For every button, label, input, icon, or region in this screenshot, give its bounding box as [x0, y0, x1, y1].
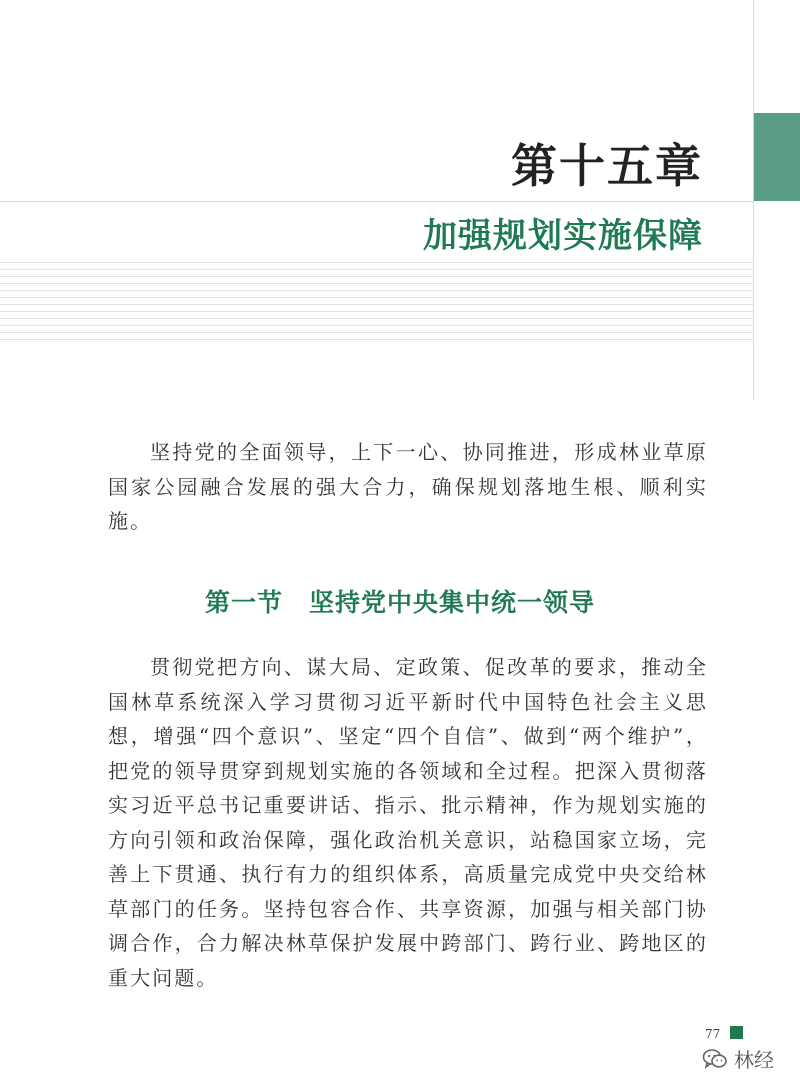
- section-heading: 第一节 坚持党中央集中统一领导: [204, 588, 595, 617]
- intro-paragraph: 坚持党的全面领导，上下一心、协同推进，形成林业草原国家公园融合发展的强大合力，确保规划落地生根、顺利实施。: [108, 440, 708, 533]
- page-number: 77: [705, 1027, 721, 1041]
- title-divider: [0, 201, 754, 202]
- section-body-paragraph: 贯彻党把方向、谋大局、定政策、促改革的要求，推动全国林草系统深入学习贯彻习近平新时代中国特色社会主义思想，增强“四个意识”、坚定“四个自信”、做到“两个维护”，把党的领导贯穿到规划实施的各领域和全过程。把深入贯彻落实习近平总书记重要讲话、指示、批示精神，作为规划实施的方向引领和政治保障，强化政治机关意识，站稳国家立场，完善上下贯通、执行有力的组织体系，高质量完成党中央交给林草部门的任务。坚持包容合作、共享资源，加强与相关部门协调合作，合力解决林草保护发展中跨部门、跨行业、跨地区的重大问题。: [108, 655, 708, 990]
- chapter-number: 第十五章: [511, 139, 703, 193]
- watermark-text: 林经: [734, 1048, 774, 1072]
- watermark: [702, 1044, 774, 1073]
- decorative-stripes: [0, 262, 754, 346]
- chapter-title: 加强规划实施保障: [423, 216, 703, 256]
- page-marker-square: [730, 1026, 743, 1039]
- chapter-tab-marker: [754, 113, 800, 201]
- wechat-icon: [702, 1048, 728, 1070]
